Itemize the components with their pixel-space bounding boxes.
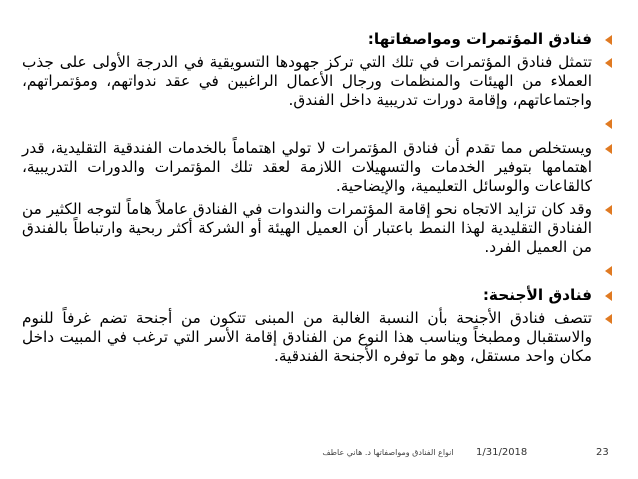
section-heading-conference-hotels: فنادق المؤتمرات ومواصفاتها:	[367, 30, 592, 48]
slide-content	[22, 30, 612, 370]
slide-footer	[0, 447, 638, 461]
bullet-item	[22, 286, 612, 305]
paragraph-text: تتمثل فنادق المؤتمرات في تلك التي تركز جهودها التسويقية في الدرجة الأولى على جذب العملاء من الهيئات والمنظمات ورجال الأعمال الراغبين في عقد ندواتهم، ومؤتمراتهم، واجتماعاتهم، وإقامة دورات تدريبية داخل الفندق.	[22, 53, 592, 109]
bullet-arrow-icon	[605, 119, 612, 129]
paragraph-text: تتصف فنادق الأجنحة بأن النسبة الغالبة من المبنى تتكون من أجنحة تضم غرفاً للنوم والاستقبال ومطبخاً ويناسب هذا النوع من الفنادق إقامة الأسر التي ترغب في المبيت داخل مكان واحد مستقل، وهو ما توفره الأجنحة الفندقية.	[22, 309, 592, 365]
bullet-item	[22, 309, 612, 366]
bullet-arrow-icon	[605, 205, 612, 215]
bullet-arrow-icon	[605, 291, 612, 301]
bullet-item	[22, 30, 612, 49]
bullet-item	[22, 200, 612, 257]
bullet-item	[22, 53, 612, 110]
footer-date: 1/31/2018	[476, 447, 528, 458]
bullet-arrow-icon	[605, 314, 612, 324]
page-number: 23	[596, 447, 609, 458]
section-heading-suite-hotels: فنادق الأجنحة:	[482, 286, 592, 304]
bullet-item-empty	[22, 114, 612, 133]
bullet-arrow-icon	[605, 266, 612, 276]
bullet-arrow-icon	[605, 58, 612, 68]
bullet-arrow-icon	[605, 35, 612, 45]
bullet-arrow-icon	[605, 144, 612, 154]
bullet-item	[22, 139, 612, 196]
paragraph-text: وقد كان تزايد الاتجاه نحو إقامة المؤتمرات والندوات في الفنادق عاملاً هاماً لتوجه الكثير من الفنادق التقليدية لهذا النمط باعتبار أن العميل الهيئة أو الشركة أكثر ربحية وارتباطاً بالفندق من العميل الفرد.	[22, 200, 592, 256]
paragraph-text: ويستخلص مما تقدم أن فنادق المؤتمرات لا تولي اهتماماً بالخدمات الفندقية التقليدية، قدر اهتمامها بتوفير الخدمات والتسهيلات اللازمة لعقد تلك المؤتمرات والدورات التدريبية، كالقاعات والوسائل التعليمية، والإيضاحية.	[22, 139, 592, 195]
footer-title: انواع الفنادق ومواصفاتها د. هاني عاطف	[322, 448, 454, 457]
bullet-item-empty	[22, 261, 612, 280]
